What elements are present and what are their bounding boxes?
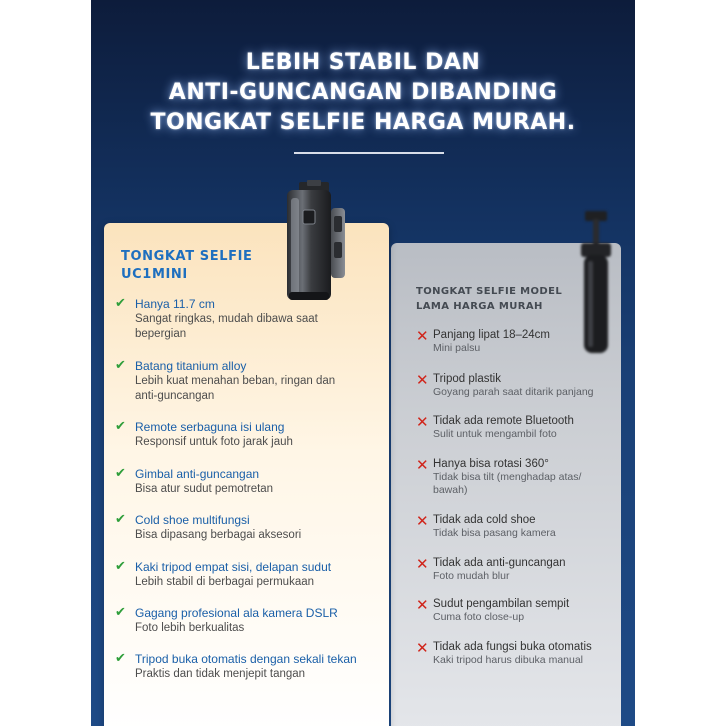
drawback-item	[416, 328, 621, 355]
drawback-desc: Foto mudah blur	[433, 570, 510, 582]
feature-title: Tripod buka otomatis dengan sekali tekan	[135, 652, 357, 666]
check-icon: ✔	[115, 466, 126, 481]
headline	[91, 48, 635, 138]
comparison-poster	[91, 0, 635, 726]
cross-icon: ✕	[416, 413, 429, 431]
check-icon: ✔	[115, 358, 126, 373]
cross-icon: ✕	[416, 596, 429, 614]
drawback-title: Sudut pengambilan sempit	[433, 598, 570, 610]
drawback-item	[416, 457, 621, 497]
feature-desc: Bisa atur sudut pemotretan	[135, 483, 274, 495]
headline-line-2: ANTI-GUNCANGAN DIBANDING	[168, 80, 558, 105]
drawback-item	[416, 640, 621, 667]
feature-item	[115, 513, 373, 543]
cross-icon: ✕	[416, 371, 429, 389]
feature-item	[115, 467, 373, 497]
feature-title: Gimbal anti-guncangan	[135, 467, 260, 481]
cross-icon: ✕	[416, 327, 429, 345]
drawback-title: Hanya bisa rotasi 360°	[433, 458, 549, 470]
feature-title: Gagang profesional ala kamera DSLR	[135, 606, 338, 620]
check-icon: ✔	[115, 651, 126, 666]
check-icon: ✔	[115, 419, 126, 434]
check-icon: ✔	[115, 512, 126, 527]
feature-desc: Lebih kuat menahan beban, ringan dan anti-guncangan	[135, 375, 336, 402]
check-icon: ✔	[115, 559, 126, 574]
feature-desc: Praktis dan tidak menjepit tangan	[135, 668, 306, 680]
feature-item	[115, 652, 373, 682]
competitor-title: TONGKAT SELFIE MODEL LAMA HARGA MURAH	[416, 286, 563, 312]
check-icon: ✔	[115, 605, 126, 620]
feature-title: Kaki tripod empat sisi, delapan sudut	[135, 560, 332, 574]
drawback-desc: Kaki tripod harus dibuka manual	[433, 654, 584, 666]
drawback-title: Tidak ada cold shoe	[433, 514, 536, 526]
feature-desc: Lebih stabil di berbagai permukaan	[135, 576, 315, 588]
feature-item	[115, 297, 373, 342]
drawback-desc: Cuma foto close-up	[433, 611, 525, 623]
drawback-item	[416, 556, 621, 583]
drawback-item	[416, 513, 621, 540]
drawback-title: Tidak ada anti-guncangan	[433, 557, 566, 569]
drawback-desc: Goyang parah saat ditarik panjang	[433, 386, 594, 398]
feature-title: Cold shoe multifungsi	[135, 513, 250, 527]
drawback-item	[416, 597, 621, 624]
check-icon: ✔	[115, 296, 126, 311]
feature-title: Hanya 11.7 cm	[135, 297, 215, 311]
feature-item	[115, 560, 373, 590]
cross-icon: ✕	[416, 639, 429, 657]
drawback-desc: Sulit untuk mengambil foto	[433, 428, 557, 440]
cross-icon: ✕	[416, 512, 429, 530]
feature-title: Batang titanium alloy	[135, 359, 247, 373]
drawback-desc: Tidak bisa pasang kamera	[433, 527, 556, 539]
uc1mini-title: TONGKAT SELFIE UC1MINI	[121, 249, 253, 282]
feature-item	[115, 606, 373, 636]
drawback-item	[416, 372, 621, 399]
cross-icon: ✕	[416, 555, 429, 573]
drawback-desc: Mini palsu	[433, 342, 481, 354]
headline-line-3: TONGKAT SELFIE HARGA MURAH.	[150, 110, 576, 135]
feature-desc: Responsif untuk foto jarak jauh	[135, 436, 293, 448]
drawback-item	[416, 414, 621, 441]
headline-line-1: LEBIH STABIL DAN	[245, 50, 481, 75]
feature-item	[115, 359, 373, 404]
drawback-title: Tripod plastik	[433, 373, 501, 385]
feature-title: Remote serbaguna isi ulang	[135, 420, 285, 434]
feature-desc: Foto lebih berkualitas	[135, 622, 245, 634]
drawback-title: Tidak ada fungsi buka otomatis	[433, 641, 592, 653]
feature-item	[115, 420, 373, 450]
feature-desc: Sangat ringkas, mudah dibawa saat bepergian	[135, 313, 318, 340]
drawback-desc: Tidak bisa tilt (menghadap atas/ bawah)	[433, 471, 582, 496]
drawback-title: Tidak ada remote Bluetooth	[433, 415, 574, 427]
feature-desc: Bisa dipasang berbagai aksesori	[135, 529, 302, 541]
headline-divider	[294, 152, 444, 154]
cross-icon: ✕	[416, 456, 429, 474]
uc1mini-product-image	[277, 180, 349, 304]
drawback-title: Panjang lipat 18–24cm	[433, 329, 550, 341]
